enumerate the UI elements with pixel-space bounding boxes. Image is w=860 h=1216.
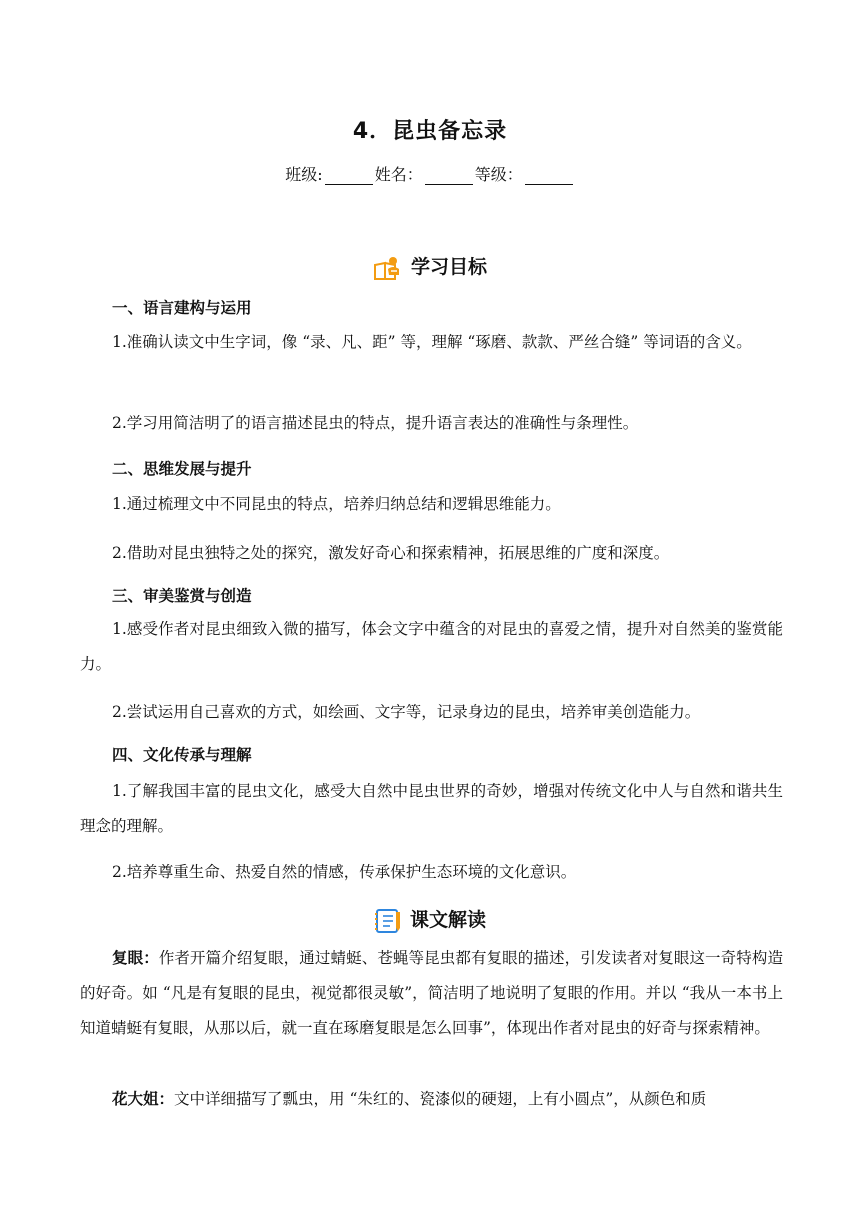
name-label: 姓名： [374, 165, 423, 184]
student-info-line [0, 162, 860, 185]
reading-paragraph [80, 1082, 783, 1117]
class-blank[interactable] [325, 168, 373, 185]
reading-text: 作者开篇介绍复眼，通过蜻蜓、苍蝇等昆虫都有复眼的描述，引发读者对复眼这一奇特构造的好奇。如 “凡是有复眼的昆虫，视觉都很灵敏”，简洁明了地说明了复眼的作用。并以 “我从一本书上知道蜻蜓有复眼，从那以后，就一直在琢磨复眼是怎么回事”，体现出作者对昆虫的好奇与探索精神。 [80, 949, 783, 1037]
objective-item: 1.通过梳理文中不同昆虫的特点，培养归纳总结和逻辑思维能力。 [112, 495, 561, 513]
reading-term: 花大姐： [112, 1090, 175, 1108]
reading-term: 复眼： [112, 949, 159, 967]
objective-item: 2.培养尊重生命、热爱自然的情感，传承保护生态环境的文化意识。 [112, 863, 577, 881]
objective-item: 1.感受作者对昆虫细致入微的描写，体会文字中蕴含的对昆虫的喜爱之情，提升对自然美的鉴赏能力。 [80, 620, 783, 673]
reading-heading [0, 905, 860, 934]
objective-item: 2.借助对昆虫独特之处的探究，激发好奇心和探索精神，拓展思维的广度和深度。 [112, 544, 670, 562]
objectives-heading-text: 学习目标 [410, 256, 487, 278]
reading-heading-text: 课文解读 [409, 909, 486, 931]
grade-label: 等级： [474, 165, 523, 184]
grade-blank[interactable] [525, 168, 573, 185]
reading-text: 文中详细描写了瓢虫，用 “朱红的、瓷漆似的硬翅，上有小圆点”，从颜色和质 [174, 1090, 707, 1108]
notebook-icon [374, 908, 402, 934]
name-blank[interactable] [425, 168, 473, 185]
objective-item: 1.准确认读文中生字词，像 “录、凡、距” 等，理解 “琢磨、款款、严丝合缝” 等词语的含义。 [112, 333, 752, 351]
reading-paragraph [80, 941, 783, 1046]
objective-item: 1.了解我国丰富的昆虫文化，感受大自然中昆虫世界的奇妙，增强对传统文化中人与自然和谐共生理念的理解。 [80, 782, 783, 835]
objective-group-title: 一、语言建构与运用 [112, 299, 252, 317]
class-label: 班级: [285, 165, 323, 184]
objective-group-title: 四、文化传承与理解 [112, 746, 252, 764]
objective-group-title: 三、审美鉴赏与创造 [112, 587, 252, 605]
objective-group-title: 二、思维发展与提升 [112, 460, 252, 478]
objective-item: 2.尝试运用自己喜欢的方式，如绘画、文字等，记录身边的昆虫，培养审美创造能力。 [112, 703, 701, 721]
objectives-heading [0, 252, 860, 281]
objective-item: 2.学习用简洁明了的语言描述昆虫的特点，提升语言表达的准确性与条理性。 [112, 414, 639, 432]
page-title: 4．昆虫备忘录 [352, 119, 508, 144]
reading-person-icon [373, 255, 403, 281]
